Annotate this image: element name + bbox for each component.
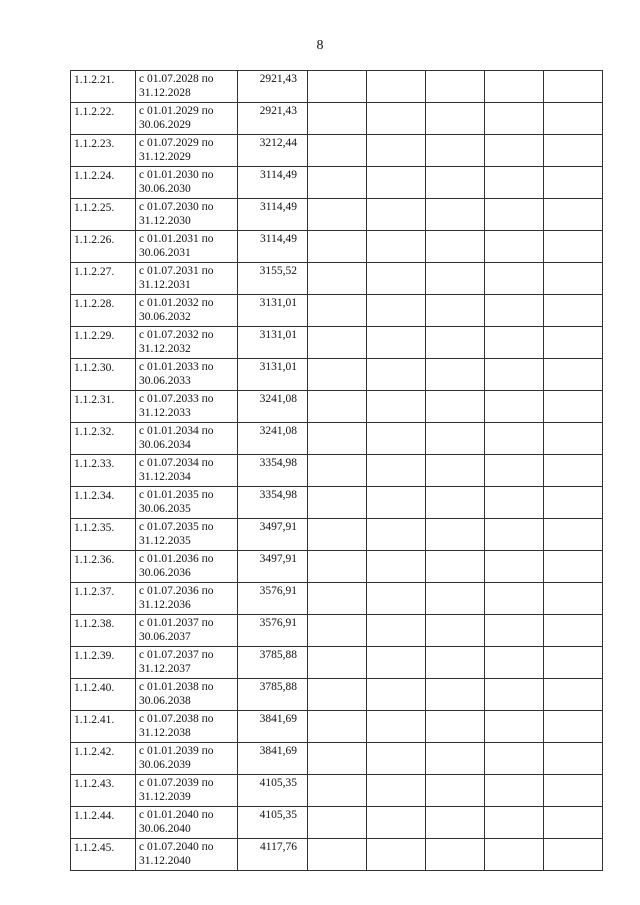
empty-cell (308, 199, 367, 231)
value-cell: 3354,98 (238, 487, 308, 519)
empty-cell (426, 647, 485, 679)
value-cell: 3785,88 (238, 679, 308, 711)
empty-cell (367, 231, 426, 263)
empty-cell (308, 743, 367, 775)
period-to: 30.06.2030 (139, 183, 191, 195)
value-cell: 2921,43 (238, 103, 308, 135)
empty-cell (485, 711, 544, 743)
empty-cell (485, 167, 544, 199)
period-to: 30.06.2039 (139, 759, 191, 771)
empty-cell (367, 711, 426, 743)
empty-cell (426, 295, 485, 327)
value-cell: 3576,91 (238, 615, 308, 647)
empty-cell (544, 295, 603, 327)
period-from: с 01.01.2038 по (139, 681, 214, 693)
empty-cell (426, 487, 485, 519)
row-number-cell: 1.1.2.28. (71, 295, 136, 327)
period-cell (136, 103, 238, 135)
period-to: 30.06.2040 (139, 823, 191, 835)
empty-cell (426, 199, 485, 231)
empty-cell (426, 615, 485, 647)
empty-cell (544, 807, 603, 839)
period-cell (136, 455, 238, 487)
empty-cell (308, 103, 367, 135)
empty-cell (485, 807, 544, 839)
empty-cell (367, 103, 426, 135)
empty-cell (367, 167, 426, 199)
empty-cell (544, 679, 603, 711)
empty-cell (426, 231, 485, 263)
value-cell: 3785,88 (238, 647, 308, 679)
empty-cell (367, 839, 426, 871)
period-from: с 01.07.2037 по (139, 649, 214, 661)
empty-cell (367, 583, 426, 615)
value-cell: 3131,01 (238, 295, 308, 327)
empty-cell (308, 167, 367, 199)
empty-cell (544, 455, 603, 487)
empty-cell (485, 839, 544, 871)
period-to: 30.06.2038 (139, 695, 191, 707)
empty-cell (485, 135, 544, 167)
empty-cell (426, 135, 485, 167)
empty-cell (485, 551, 544, 583)
value-cell: 3131,01 (238, 327, 308, 359)
period-cell (136, 775, 238, 807)
empty-cell (485, 327, 544, 359)
row-number-cell: 1.1.2.27. (71, 263, 136, 295)
period-to: 30.06.2036 (139, 567, 191, 579)
row-number-cell: 1.1.2.22. (71, 103, 136, 135)
empty-cell (367, 647, 426, 679)
period-from: с 01.01.2029 по (139, 105, 214, 117)
row-number-cell: 1.1.2.40. (71, 679, 136, 711)
empty-cell (308, 807, 367, 839)
empty-cell (485, 199, 544, 231)
table-row (71, 519, 603, 551)
empty-cell (308, 711, 367, 743)
value-cell: 3114,49 (238, 231, 308, 263)
empty-cell (426, 679, 485, 711)
table-row (71, 295, 603, 327)
empty-cell (485, 103, 544, 135)
empty-cell (544, 711, 603, 743)
empty-cell (308, 679, 367, 711)
empty-cell (485, 583, 544, 615)
table-row (71, 167, 603, 199)
period-cell (136, 135, 238, 167)
table-row (71, 807, 603, 839)
period-from: с 01.07.2035 по (139, 521, 214, 533)
empty-cell (426, 711, 485, 743)
period-cell (136, 295, 238, 327)
period-from: с 01.01.2030 по (139, 169, 214, 181)
table-row (71, 743, 603, 775)
empty-cell (544, 839, 603, 871)
row-number-cell: 1.1.2.34. (71, 487, 136, 519)
empty-cell (367, 743, 426, 775)
period-cell (136, 615, 238, 647)
empty-cell (308, 775, 367, 807)
empty-cell (485, 295, 544, 327)
period-cell (136, 71, 238, 103)
empty-cell (426, 519, 485, 551)
period-from: с 01.01.2032 по (139, 297, 214, 309)
value-cell: 3155,52 (238, 263, 308, 295)
empty-cell (485, 743, 544, 775)
value-cell: 4105,35 (238, 807, 308, 839)
period-from: с 01.07.2040 по (139, 841, 214, 853)
period-cell (136, 711, 238, 743)
empty-cell (367, 807, 426, 839)
period-from: с 01.07.2031 по (139, 265, 214, 277)
empty-cell (544, 647, 603, 679)
table-row (71, 103, 603, 135)
empty-cell (367, 615, 426, 647)
empty-cell (367, 423, 426, 455)
empty-cell (485, 615, 544, 647)
period-from: с 01.01.2031 по (139, 233, 214, 245)
empty-cell (367, 487, 426, 519)
period-cell (136, 359, 238, 391)
row-number-cell: 1.1.2.26. (71, 231, 136, 263)
period-to: 30.06.2029 (139, 119, 191, 131)
period-from: с 01.01.2036 по (139, 553, 214, 565)
empty-cell (485, 647, 544, 679)
empty-cell (485, 359, 544, 391)
empty-cell (308, 423, 367, 455)
value-cell: 3576,91 (238, 583, 308, 615)
table-row (71, 679, 603, 711)
period-from: с 01.01.2040 по (139, 809, 214, 821)
value-cell: 3241,08 (238, 391, 308, 423)
period-cell (136, 743, 238, 775)
empty-cell (544, 391, 603, 423)
period-cell (136, 391, 238, 423)
row-number-cell: 1.1.2.41. (71, 711, 136, 743)
empty-cell (485, 71, 544, 103)
period-from: с 01.01.2037 по (139, 617, 214, 629)
empty-cell (367, 263, 426, 295)
row-number-cell: 1.1.2.25. (71, 199, 136, 231)
value-cell: 3354,98 (238, 455, 308, 487)
period-from: с 01.01.2033 по (139, 361, 214, 373)
empty-cell (367, 295, 426, 327)
period-to: 31.12.2035 (139, 535, 191, 547)
period-cell (136, 263, 238, 295)
row-number-cell: 1.1.2.36. (71, 551, 136, 583)
period-to: 31.12.2030 (139, 215, 191, 227)
period-cell (136, 551, 238, 583)
table-row (71, 615, 603, 647)
empty-cell (426, 327, 485, 359)
empty-cell (308, 551, 367, 583)
period-cell (136, 167, 238, 199)
empty-cell (426, 359, 485, 391)
period-to: 30.06.2032 (139, 311, 191, 323)
empty-cell (308, 615, 367, 647)
empty-cell (308, 647, 367, 679)
period-to: 31.12.2029 (139, 151, 191, 163)
empty-cell (426, 583, 485, 615)
empty-cell (544, 359, 603, 391)
period-to: 30.06.2034 (139, 439, 191, 451)
empty-cell (544, 519, 603, 551)
empty-cell (485, 455, 544, 487)
empty-cell (308, 359, 367, 391)
row-number-cell: 1.1.2.31. (71, 391, 136, 423)
empty-cell (308, 327, 367, 359)
empty-cell (544, 583, 603, 615)
period-to: 31.12.2039 (139, 791, 191, 803)
empty-cell (308, 487, 367, 519)
period-from: с 01.07.2038 по (139, 713, 214, 725)
row-number-cell: 1.1.2.43. (71, 775, 136, 807)
empty-cell (367, 455, 426, 487)
empty-cell (367, 199, 426, 231)
table-row (71, 263, 603, 295)
empty-cell (485, 775, 544, 807)
empty-cell (544, 775, 603, 807)
empty-cell (544, 167, 603, 199)
empty-cell (367, 775, 426, 807)
empty-cell (544, 487, 603, 519)
row-number-cell: 1.1.2.42. (71, 743, 136, 775)
value-cell: 3497,91 (238, 519, 308, 551)
table-row (71, 647, 603, 679)
empty-cell (426, 103, 485, 135)
row-number-cell: 1.1.2.39. (71, 647, 136, 679)
period-cell (136, 647, 238, 679)
empty-cell (544, 135, 603, 167)
table-row (71, 71, 603, 103)
empty-cell (485, 679, 544, 711)
table-row (71, 583, 603, 615)
row-number-cell: 1.1.2.32. (71, 423, 136, 455)
empty-cell (485, 263, 544, 295)
empty-cell (485, 391, 544, 423)
table-row (71, 135, 603, 167)
row-number-cell: 1.1.2.38. (71, 615, 136, 647)
period-to: 30.06.2033 (139, 375, 191, 387)
row-number-cell: 1.1.2.29. (71, 327, 136, 359)
row-number-cell: 1.1.2.24. (71, 167, 136, 199)
period-to: 31.12.2033 (139, 407, 191, 419)
empty-cell (367, 135, 426, 167)
period-cell (136, 583, 238, 615)
value-cell: 3131,01 (238, 359, 308, 391)
period-from: с 01.01.2039 по (139, 745, 214, 757)
row-number-cell: 1.1.2.33. (71, 455, 136, 487)
table-row (71, 327, 603, 359)
period-from: с 01.07.2028 по (139, 73, 214, 85)
empty-cell (367, 359, 426, 391)
empty-cell (426, 743, 485, 775)
row-number-cell: 1.1.2.21. (71, 71, 136, 103)
empty-cell (485, 423, 544, 455)
row-number-cell: 1.1.2.44. (71, 807, 136, 839)
period-to: 31.12.2036 (139, 599, 191, 611)
empty-cell (426, 839, 485, 871)
empty-cell (544, 199, 603, 231)
table-row (71, 775, 603, 807)
period-cell (136, 231, 238, 263)
empty-cell (367, 519, 426, 551)
empty-cell (308, 135, 367, 167)
empty-cell (308, 231, 367, 263)
empty-cell (426, 391, 485, 423)
table-row (71, 231, 603, 263)
period-from: с 01.07.2034 по (139, 457, 214, 469)
period-cell (136, 519, 238, 551)
empty-cell (426, 551, 485, 583)
row-number-cell: 1.1.2.37. (71, 583, 136, 615)
value-cell: 3497,91 (238, 551, 308, 583)
empty-cell (544, 327, 603, 359)
tariff-table-body (71, 71, 603, 871)
empty-cell (367, 679, 426, 711)
period-to: 31.12.2034 (139, 471, 191, 483)
value-cell: 3212,44 (238, 135, 308, 167)
empty-cell (544, 71, 603, 103)
empty-cell (426, 807, 485, 839)
period-to: 31.12.2037 (139, 663, 191, 675)
value-cell: 3114,49 (238, 199, 308, 231)
period-from: с 01.07.2029 по (139, 137, 214, 149)
table-row (71, 551, 603, 583)
period-from: с 01.07.2039 по (139, 777, 214, 789)
period-from: с 01.07.2032 по (139, 329, 214, 341)
empty-cell (367, 71, 426, 103)
period-cell (136, 839, 238, 871)
row-number-cell: 1.1.2.45. (71, 839, 136, 871)
period-cell (136, 807, 238, 839)
period-to: 31.12.2038 (139, 727, 191, 739)
value-cell: 4117,76 (238, 839, 308, 871)
empty-cell (544, 551, 603, 583)
period-cell (136, 423, 238, 455)
empty-cell (308, 263, 367, 295)
empty-cell (308, 839, 367, 871)
value-cell: 3114,49 (238, 167, 308, 199)
period-to: 31.12.2031 (139, 279, 191, 291)
period-cell (136, 487, 238, 519)
empty-cell (426, 423, 485, 455)
period-cell (136, 679, 238, 711)
empty-cell (426, 263, 485, 295)
value-cell: 4105,35 (238, 775, 308, 807)
table-row (71, 711, 603, 743)
value-cell: 3841,69 (238, 743, 308, 775)
period-to: 30.06.2031 (139, 247, 191, 259)
period-from: с 01.07.2033 по (139, 393, 214, 405)
empty-cell (426, 455, 485, 487)
empty-cell (308, 583, 367, 615)
empty-cell (485, 487, 544, 519)
empty-cell (308, 391, 367, 423)
empty-cell (544, 263, 603, 295)
value-cell: 2921,43 (238, 71, 308, 103)
empty-cell (367, 391, 426, 423)
table-row (71, 455, 603, 487)
value-cell: 3241,08 (238, 423, 308, 455)
period-to: 31.12.2040 (139, 855, 191, 867)
empty-cell (308, 71, 367, 103)
empty-cell (544, 423, 603, 455)
row-number-cell: 1.1.2.35. (71, 519, 136, 551)
period-cell (136, 199, 238, 231)
table-row (71, 839, 603, 871)
value-cell: 3841,69 (238, 711, 308, 743)
period-to: 31.12.2032 (139, 343, 191, 355)
period-cell (136, 327, 238, 359)
table-row (71, 199, 603, 231)
table-row (71, 391, 603, 423)
period-to: 31.12.2028 (139, 87, 191, 99)
empty-cell (308, 519, 367, 551)
table-row (71, 423, 603, 455)
empty-cell (426, 167, 485, 199)
empty-cell (308, 455, 367, 487)
table-row (71, 487, 603, 519)
empty-cell (426, 71, 485, 103)
period-from: с 01.01.2034 по (139, 425, 214, 437)
table-row (71, 359, 603, 391)
empty-cell (426, 775, 485, 807)
page-number: 8 (316, 38, 324, 53)
empty-cell (544, 103, 603, 135)
period-from: с 01.01.2035 по (139, 489, 214, 501)
empty-cell (544, 743, 603, 775)
tariff-table (70, 70, 603, 871)
row-number-cell: 1.1.2.30. (71, 359, 136, 391)
empty-cell (485, 519, 544, 551)
empty-cell (544, 615, 603, 647)
empty-cell (367, 551, 426, 583)
empty-cell (544, 231, 603, 263)
empty-cell (485, 231, 544, 263)
period-from: с 01.07.2036 по (139, 585, 214, 597)
period-from: с 01.07.2030 по (139, 201, 214, 213)
empty-cell (367, 327, 426, 359)
empty-cell (308, 295, 367, 327)
row-number-cell: 1.1.2.23. (71, 135, 136, 167)
period-to: 30.06.2035 (139, 503, 191, 515)
period-to: 30.06.2037 (139, 631, 191, 643)
